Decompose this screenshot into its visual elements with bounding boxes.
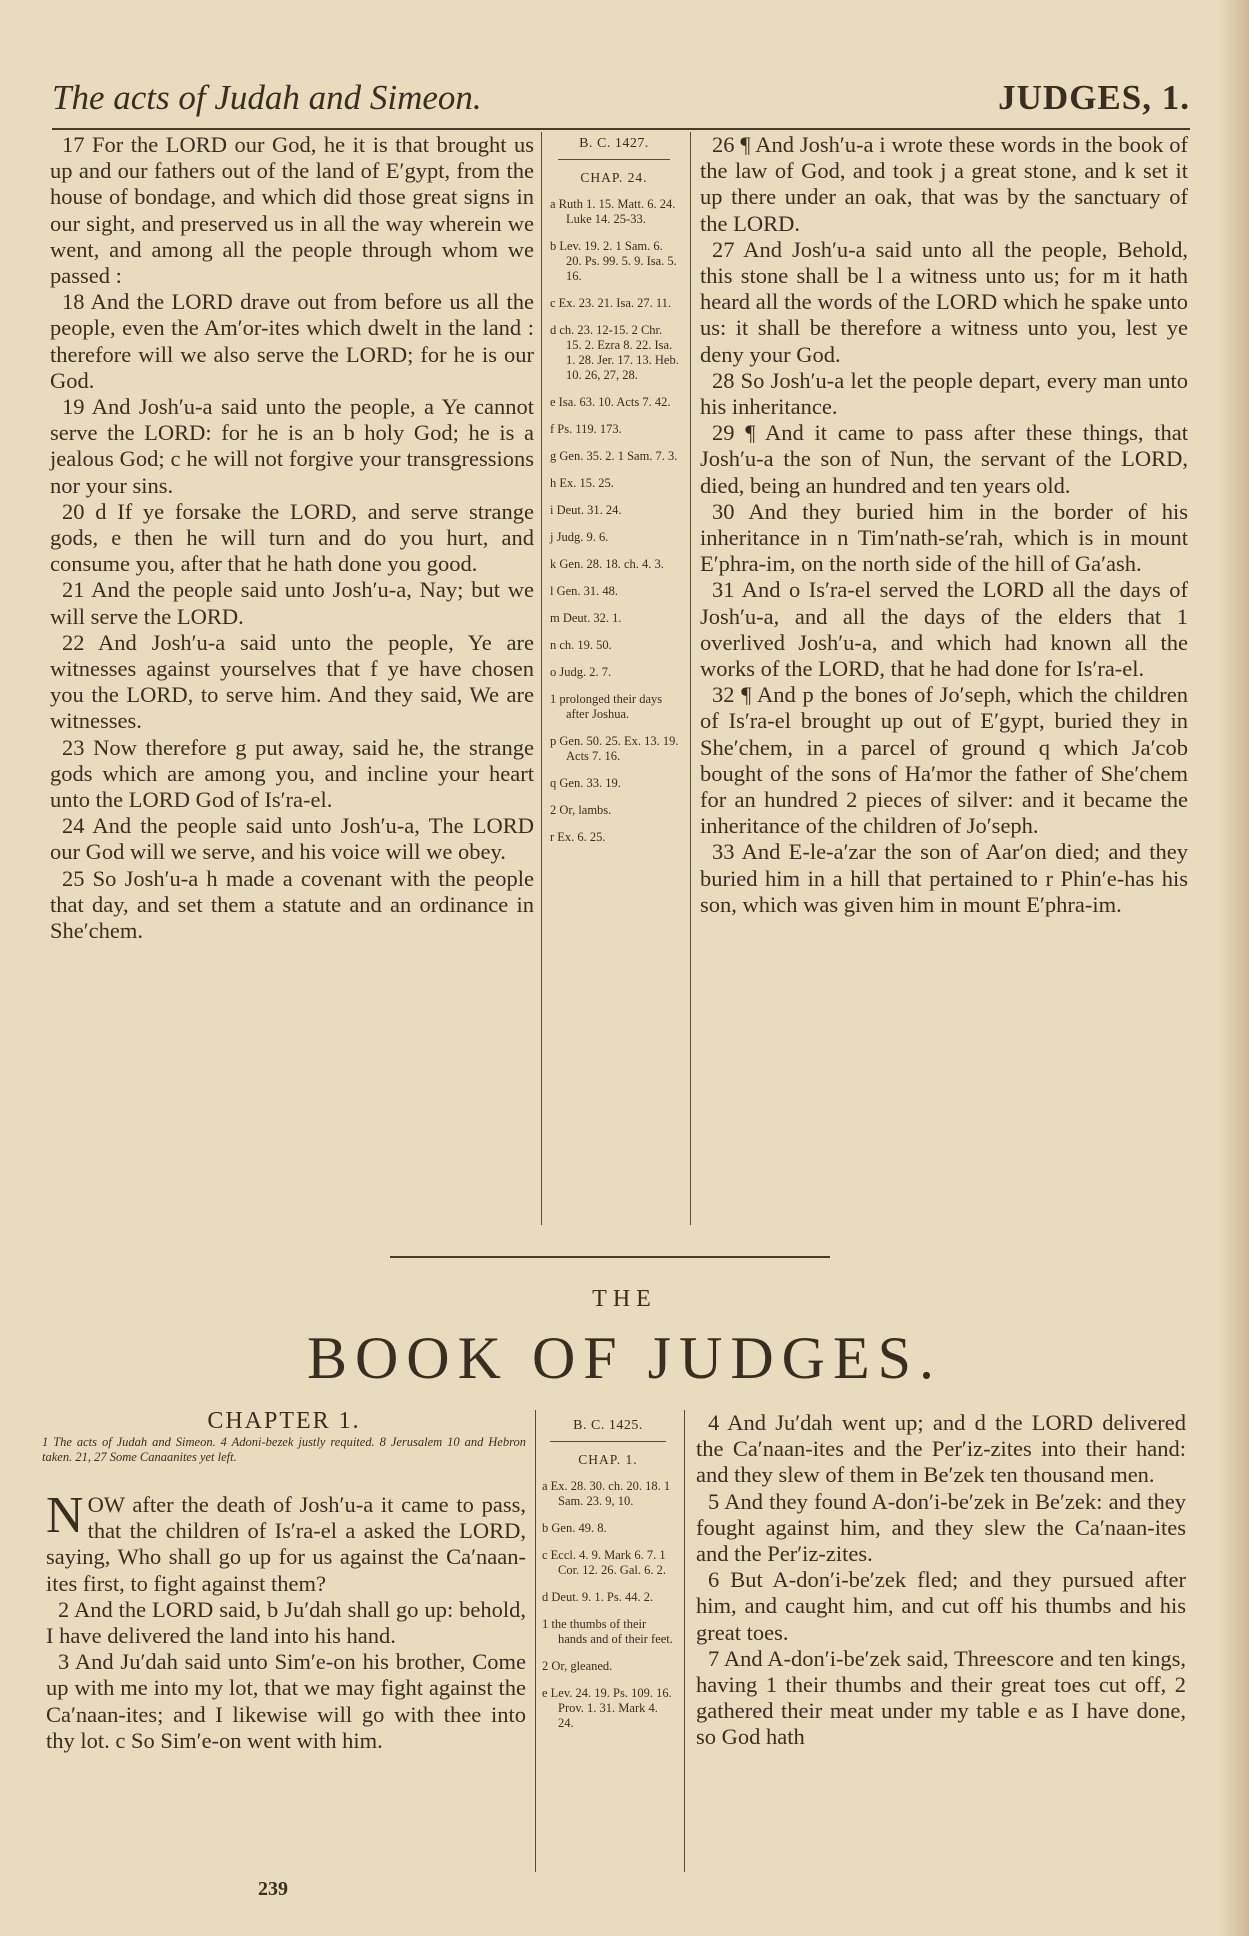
chapter-summary: 1 The acts of Judah and Simeon. 4 Adoni-bezek justly requited. 8 Jerusalem 10 and Hebron taken. 21, 27 Some Canaanites yet left. (42, 1435, 526, 1464)
verse: 22 And Josh′u-a said unto the people, Ye are witnesses against yourselves that f ye have chosen you the LORD, to serve him. And they said, We are witnesses. (50, 629, 534, 734)
cross-reference: b Gen. 49. 8. (542, 1521, 607, 1535)
verse-text: OW after the death of Josh′u-a it came to pass, that the children of Is′ra-el a asked the LORD, saying, Who shall go up for us against the Ca′naan-ites first, to fight against them? (46, 1492, 526, 1596)
verse: 31 And o Is′ra-el served the LORD all the days of Josh′u-a, and all the days of the elders that 1 overlived Josh′u-a, and which had known all the works of the LORD, that he had done for Is′ra-el. (700, 577, 1188, 682)
cross-reference: l Gen. 31. 48. (550, 584, 619, 598)
chapter-label: CHAP. 24. (580, 170, 648, 185)
column-rule (684, 1410, 685, 1872)
page-number: 239 (258, 1878, 288, 1900)
drop-cap: N (46, 1487, 84, 1544)
lower-margin-references (540, 1418, 676, 1743)
date-label: B. C. 1427. (579, 136, 649, 151)
cross-reference: c Eccl. 4. 9. Mark 6. 7. 1 Cor. 12. 26. Gal. 6. 2. (542, 1548, 666, 1577)
verse: 20 d If ye forsake the LORD, and serve strange gods, e then he will turn and do you hurt, and consume you, after that he hath done you good. (50, 498, 534, 577)
column-rule (690, 132, 691, 1225)
margin-rule (550, 1441, 666, 1442)
verse: 5 And they found A-don′i-be′zek in Be′zek: and they fought against him, and they slew the Ca′naan-ites and the Per′iz-zites. (696, 1488, 1186, 1567)
cross-reference: 1 the thumbs of their hands and of their feet. (542, 1617, 673, 1646)
cross-reference: p Gen. 50. 25. Ex. 13. 19. Acts 7. 16. (550, 734, 679, 763)
lower-left-column (46, 1487, 526, 1754)
cross-reference: a Ex. 28. 30. ch. 20. 18. 1 Sam. 23. 9, 10. (542, 1479, 671, 1508)
verse: 27 And Josh′u-a said unto all the people, Behold, this stone shall be l a witness unto us; for m it hath heard all the words of the LORD which he spake unto us: it shall be therefore a witness unto you, lest ye deny your God. (700, 236, 1188, 367)
header-book-chapter: JUDGES, 1. (998, 78, 1190, 117)
verse: 33 And E-le-a′zar the son of Aar′on died; and they buried him in a hill that pertained to r Phin′e-has his son, which was given him in mount E′phra-im. (700, 839, 1188, 917)
verse: 7 And A-don′i-be′zek said, Threescore and ten kings, having 1 their thumbs and their great toes cut off, 2 gathered their meat under my table e as I have done, so God hath (696, 1645, 1186, 1750)
chapter-heading: CHAPTER 1. (207, 1408, 361, 1434)
verse: 26 ¶ And Josh′u-a i wrote these words in the book of the law of God, and took j a great stone, and k set it up there under an oak, that was by the sanctuary of the LORD. (700, 132, 1188, 236)
cross-reference: i Deut. 31. 24. (550, 503, 622, 517)
column-rule (541, 132, 542, 1225)
cross-reference: g Gen. 35. 2. 1 Sam. 7. 3. (550, 449, 678, 463)
cross-reference: n ch. 19. 50. (550, 638, 612, 652)
lower-right-column (696, 1410, 1186, 1751)
cross-reference: d ch. 23. 12-15. 2 Chr. 15. 2. Ezra 8. 22. Isa. 1. 28. Jer. 17. 13. Heb. 10. 26, 27, 28. (550, 323, 679, 382)
cross-reference: j Judg. 9. 6. (550, 530, 609, 544)
cross-reference: f Ps. 119. 173. (550, 422, 622, 436)
margin-rule (558, 159, 670, 160)
verse: 23 Now therefore g put away, said he, the strange gods which are among you, and incline your heart unto the LORD God of Is′ra-el. (50, 734, 534, 813)
verse: 28 So Josh′u-a let the people depart, every man unto his inheritance. (700, 367, 1188, 420)
verse: 18 And the LORD drave out from before us all the people, even the Am′or-ites which dwelt in the land : therefore will we also serve the LORD; for he is our God. (50, 289, 534, 393)
verse: 3 And Ju′dah said unto Sim′e-on his brother, Come up with me into my lot, that we may fight against the Ca′naan-ites; and I likewise will go with thee into thy lot. c So Sim′e-on went with him. (46, 1649, 526, 1753)
cross-reference: d Deut. 9. 1. Ps. 44. 2. (542, 1590, 654, 1604)
verse: 19 And Josh′u-a said unto the people, a Ye cannot serve the LORD: for he is an b holy God; he is a jealous God; c he will not forgive your transgressions nor your sins. (50, 394, 534, 498)
cross-reference: q Gen. 33. 19. (550, 776, 621, 790)
cross-reference: 2 Or, lambs. (550, 803, 612, 817)
verse: 4 And Ju′dah went up; and d the LORD delivered the Ca′naan-ites and the Per′iz-zites into their hand: and they slew of them in Be′zek ten thousand men. (696, 1410, 1186, 1488)
cross-reference: e Lev. 24. 19. Ps. 109. 16. Prov. 1. 31. Mark 4. 24. (542, 1686, 672, 1730)
cross-reference: a Ruth 1. 15. Matt. 6. 24. Luke 14. 25-33. (550, 197, 676, 226)
cross-reference: m Deut. 32. 1. (550, 611, 622, 625)
upper-margin-references (548, 136, 680, 857)
chapter-heading-block (42, 1408, 526, 1465)
verse: 30 And they buried him in the border of his inheritance in n Tim′nath-se′rah, which is in mount E′phra-im, on the north side of the hill of Ga′ash. (700, 498, 1188, 577)
header-title: The acts of Judah and Simeon. (52, 78, 482, 117)
verse: 2 And the LORD said, b Ju′dah shall go up: behold, I have delivered the land into his hand. (46, 1596, 526, 1649)
verse (46, 1487, 526, 1597)
section-divider (390, 1256, 830, 1258)
verse: 17 For the LORD our God, he it is that brought us up and our fathers out of the land of E′gypt, from the house of bondage, and which did those great signs in our sight, and preserved us in all the way wherein we went, and among all the people through whom we passed : (50, 132, 534, 289)
verse: 24 And the people said unto Josh′u-a, The LORD our God will we serve, and his voice will we obey. (50, 813, 534, 865)
cross-reference: o Judg. 2. 7. (550, 665, 612, 679)
running-header (52, 78, 1190, 130)
book-title: BOOK OF JUDGES. (306, 1325, 943, 1391)
cross-reference: b Lev. 19. 2. 1 Sam. 6. 20. Ps. 99. 5. 9. Isa. 5. 16. (550, 239, 677, 283)
verse: 25 So Josh′u-a h made a covenant with the people that day, and set them a statute and an ordinance in She′chem. (50, 865, 534, 944)
book-title-prefix: THE (592, 1286, 657, 1312)
verse: 29 ¶ And it came to pass after these things, that Josh′u-a the son of Nun, the servant of the LORD, died, being an hundred and ten years old. (700, 420, 1188, 498)
cross-reference: r Ex. 6. 25. (550, 830, 606, 844)
upper-left-column (50, 132, 534, 944)
cross-reference: e Isa. 63. 10. Acts 7. 42. (550, 395, 671, 409)
verse: 32 ¶ And p the bones of Jo′seph, which the children of Is′ra-el brought up out of E′gypt, buried they in She′chem, in a parcel of ground q which Ja′cob bought of the sons of Ha′mor the father of She′chem for an hundred 2 pieces of silver: and it became the inheritance of the children of Jo′seph. (700, 682, 1188, 839)
upper-right-column (700, 132, 1188, 918)
verse: 6 But A-don′i-be′zek fled; and they pursued after him, and caught him, and cut off his thumbs and his great toes. (696, 1567, 1186, 1645)
cross-reference: 1 prolonged their days after Joshua. (550, 692, 663, 721)
chapter-label: CHAP. 1. (578, 1452, 638, 1467)
cross-reference: k Gen. 28. 18. ch. 4. 3. (550, 557, 664, 571)
cross-reference: 2 Or, gleaned. (542, 1659, 613, 1673)
cross-reference: h Ex. 15. 25. (550, 476, 614, 490)
column-rule (535, 1410, 536, 1872)
cross-reference: c Ex. 23. 21. Isa. 27. 11. (550, 296, 672, 310)
date-label: B. C. 1425. (573, 1418, 643, 1433)
verse: 21 And the people said unto Josh′u-a, Nay; but we will serve the LORD. (50, 577, 534, 629)
